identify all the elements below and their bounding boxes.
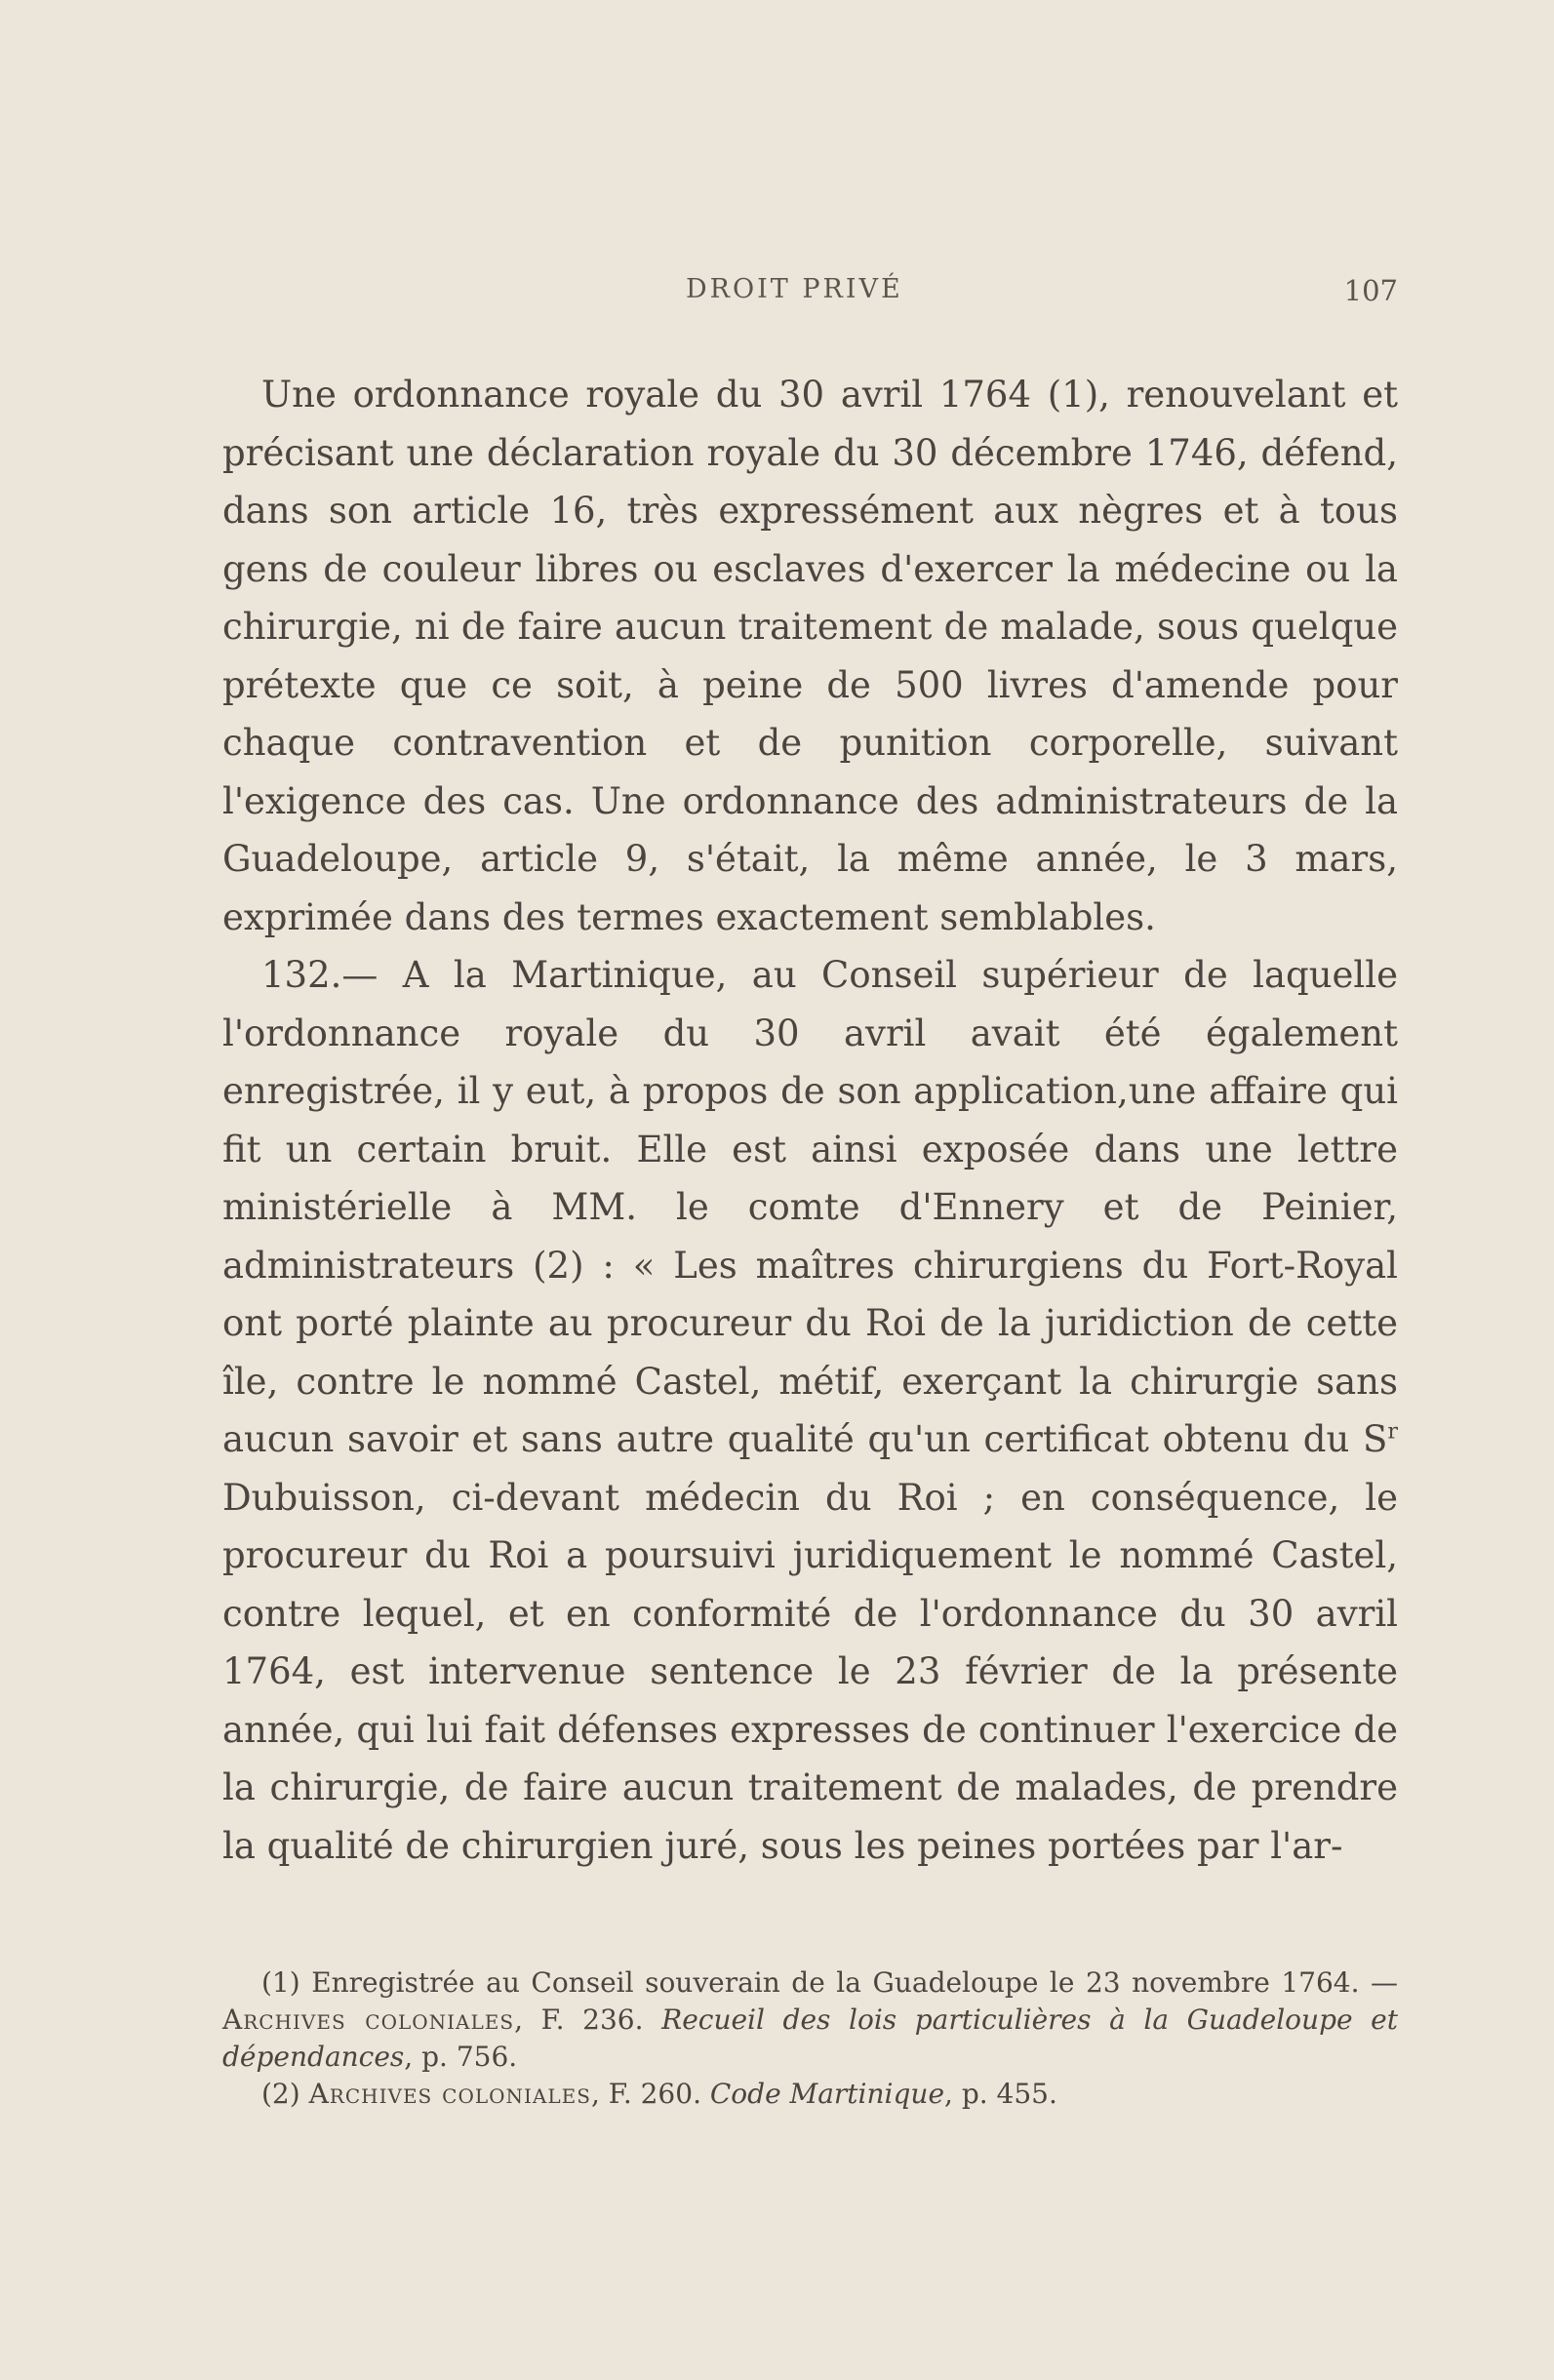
footnote-2-archives: Archives coloniales (308, 2078, 591, 2110)
footnote-2 (222, 2076, 1398, 2113)
footnote-1-page: , p. 756. (404, 2041, 518, 2073)
footnote-1-marker: (1) (261, 1966, 300, 1999)
paragraph-2-continuation: Dubuisson, ci-devant médecin du Roi ; en conséquence, le procureur du Roi a poursuivi juridiquement le nommé Castel, contre lequel, et en conformité de l'ordonnance du 30 avril 1764, est intervenue sentence le 23 février de la présente année, qui lui fait défenses expresses de continuer l'exercice de la chirurgie, de faire aucun traitement de malades, de prendre la qualité de chirurgien juré, sous les peines portées par l'ar- (222, 1476, 1398, 1867)
footnote-1-archives: Archives coloniales (222, 2003, 515, 2036)
footnote-1-ref: , F. 236. (514, 2003, 644, 2036)
footnote-2-marker: (2) (261, 2078, 300, 2110)
footnote-2-page: , p. 455. (944, 2078, 1057, 2110)
footnote-1-title: Recueil des lois particulières à la Guadeloupe et dépendances (222, 2003, 1398, 2073)
page-header (222, 274, 1398, 313)
footnote-1 (222, 1964, 1398, 2076)
running-title: DROIT PRIVÉ (686, 274, 903, 304)
footnote-2-title: Code Martinique (709, 2078, 945, 2110)
footnotes (222, 1964, 1398, 2113)
sieur-abbrev: S (1363, 1418, 1388, 1460)
page-number: 107 (1343, 274, 1398, 307)
footnote-2-ref: , F. 260. (590, 2078, 701, 2110)
sieur-abbrev-sup: r (1387, 1418, 1398, 1445)
paragraph-1: Une ordonnance royale du 30 avril 1764 (1), renouvelant et précisant une déclaration royale du 30 décembre 1746, défend, dans son article 16, très expressément aux nègres et à tous gens de couleur libres ou esclaves d'exercer la médecine ou la chirurgie, ni de faire aucun traitement de malade, sous quelque prétexte que ce soit, à peine de 500 livres d'amende pour chaque contravention et de punition corporelle, suivant l'exigence des cas. Une ordonnance des administrateurs de la Guadeloupe, article 9, s'était, la même année, le 3 mars, exprimée dans des termes exactement semblables. (222, 374, 1398, 938)
paragraph-2-text: 132.— A la Martinique, au Conseil supérieur de laquelle l'ordonnance royale du 30 avril avait été également enregistrée, il y eut, à propos de son application,une affaire qui fit un certain bruit. Elle est ainsi exposée dans une lettre ministérielle à MM. le comte d'Ennery et de Peinier, administrateurs (2) : « Les maîtres chirurgiens du Fort-Royal ont porté plainte au procureur du Roi de la juridiction de cette île, contre le nommé Castel, métif, exerçant la chirurgie sans aucun savoir et sans autre qualité qu'un certificat obtenu du (222, 954, 1398, 1460)
body-text (222, 366, 1398, 1875)
paragraph-2 (222, 946, 1398, 1875)
footnote-1-text: Enregistrée au Conseil souverain de la Guadeloupe le 23 novembre 1764. — (311, 1966, 1398, 1999)
